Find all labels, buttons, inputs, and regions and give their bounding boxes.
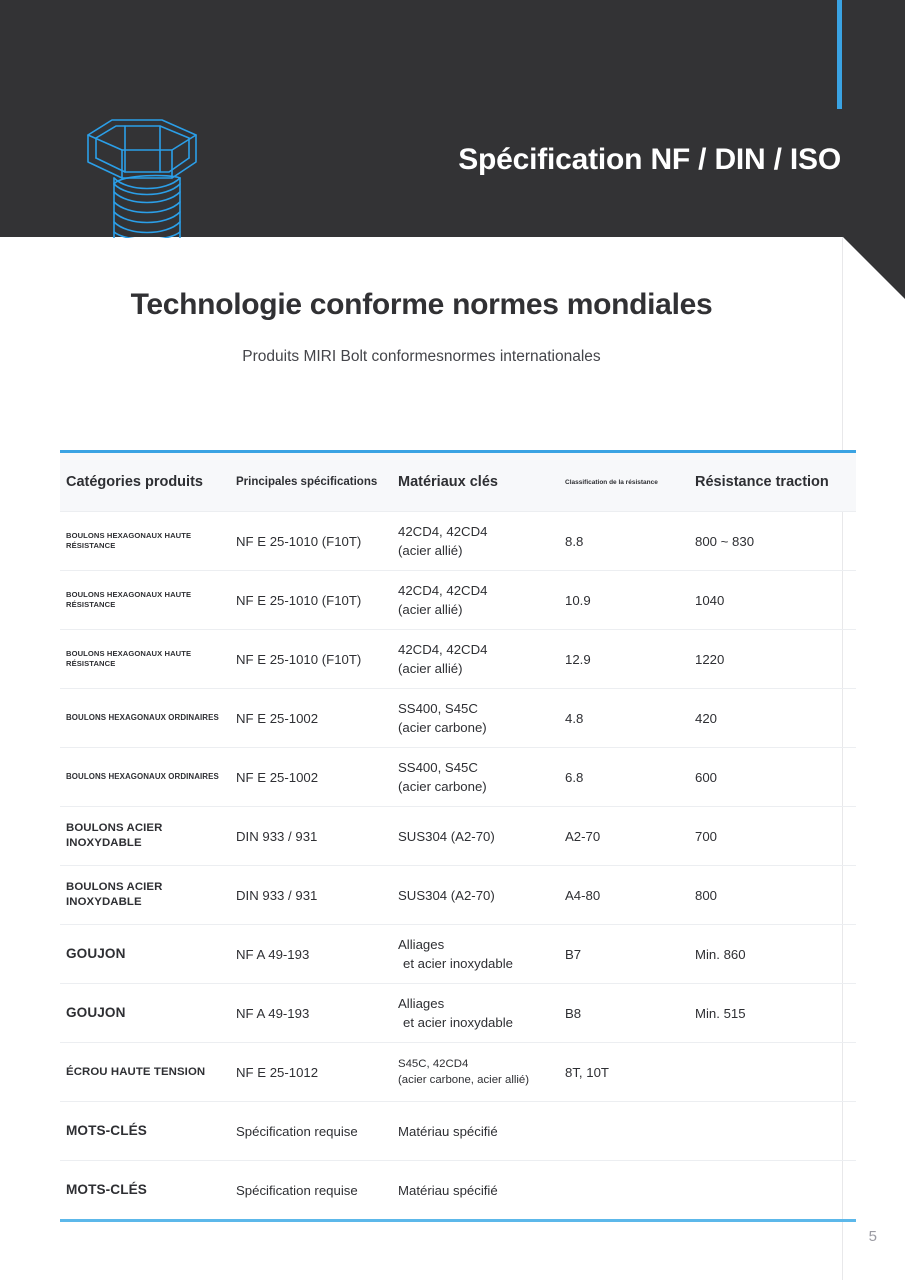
cell-material xyxy=(392,512,559,571)
column-header-tensile: Résistance traction xyxy=(689,452,856,512)
material-line-2: (acier carbone) xyxy=(398,720,487,735)
cell-classification: 4.8 xyxy=(559,689,689,748)
cell-category: BOULONS HEXAGONAUX ORDINAIRES xyxy=(60,689,230,748)
cell-material xyxy=(392,925,559,984)
cell-material xyxy=(392,984,559,1043)
cell-specification: NF A 49-193 xyxy=(230,925,392,984)
cell-tensile: 700 xyxy=(689,807,856,866)
cell-material xyxy=(392,571,559,630)
table-row xyxy=(60,748,856,807)
cell-category: BOULONS HEXAGONAUX HAUTE RÉSISTANCE xyxy=(60,630,230,689)
material-line-1: Alliages xyxy=(398,996,445,1011)
cell-category: MOTS-CLÉS xyxy=(60,1102,230,1161)
cell-classification: B7 xyxy=(559,925,689,984)
table-row xyxy=(60,984,856,1043)
cell-tensile xyxy=(689,1043,856,1102)
cell-tensile: 1040 xyxy=(689,571,856,630)
cell-category: BOULONS HEXAGONAUX HAUTE RÉSISTANCE xyxy=(60,512,230,571)
accent-line-vertical xyxy=(837,0,842,109)
page-title: Technologie conforme normes mondiales xyxy=(130,288,713,321)
cell-classification: 8T, 10T xyxy=(559,1043,689,1102)
material-line-1: Matériau spécifié xyxy=(398,1123,498,1139)
table-row xyxy=(60,630,856,689)
cell-specification: DIN 933 / 931 xyxy=(230,866,392,925)
table-row xyxy=(60,1043,856,1102)
header-title: Spécification NF / DIN / ISO xyxy=(458,143,841,176)
cell-tensile: Min. 515 xyxy=(689,984,856,1043)
cell-tensile: 420 xyxy=(689,689,856,748)
cell-classification: B8 xyxy=(559,984,689,1043)
cell-category: MOTS-CLÉS xyxy=(60,1161,230,1221)
cell-tensile: 1220 xyxy=(689,630,856,689)
cell-tensile: Min. 860 xyxy=(689,925,856,984)
cell-classification xyxy=(559,1102,689,1161)
cell-specification: NF E 25-1010 (F10T) xyxy=(230,571,392,630)
material-line-1: SUS304 (A2-70) xyxy=(398,828,495,844)
material-line-2: et acier inoxydable xyxy=(403,1015,513,1030)
table-row xyxy=(60,512,856,571)
table-row xyxy=(60,925,856,984)
material-line-2: et acier inoxydable xyxy=(403,956,513,971)
material-line-1: Alliages xyxy=(398,937,445,952)
cell-material xyxy=(392,807,559,866)
cell-category: ÉCROU HAUTE TENSION xyxy=(60,1043,230,1102)
cell-material xyxy=(392,630,559,689)
cell-tensile: 800 ~ 830 xyxy=(689,512,856,571)
material-line-1: SUS304 (A2-70) xyxy=(398,887,495,903)
cell-specification: DIN 933 / 931 xyxy=(230,807,392,866)
page-number: 5 xyxy=(868,1228,877,1245)
cell-category: BOULONS ACIER INOXYDABLE xyxy=(60,866,230,925)
column-header-materials: Matériaux clés xyxy=(392,452,559,512)
cell-material xyxy=(392,1043,559,1102)
material-line-2: (acier allié) xyxy=(398,661,463,676)
hex-bolt-wireframe-icon xyxy=(50,108,215,238)
cell-classification: 12.9 xyxy=(559,630,689,689)
column-header-categories: Catégories produits xyxy=(60,452,230,512)
cell-classification: A4-80 xyxy=(559,866,689,925)
material-line-1: SS400, S45C xyxy=(398,760,478,775)
cell-category: GOUJON xyxy=(60,925,230,984)
table-header-row xyxy=(60,452,856,512)
material-line-1: 42CD4, 42CD4 xyxy=(398,524,488,539)
cell-specification: NF E 25-1002 xyxy=(230,689,392,748)
cell-material xyxy=(392,1102,559,1161)
cell-specification: Spécification requise xyxy=(230,1102,392,1161)
table-header xyxy=(60,452,856,512)
cell-classification: 8.8 xyxy=(559,512,689,571)
specification-table xyxy=(60,450,856,1222)
cell-material xyxy=(392,748,559,807)
material-line-1: 42CD4, 42CD4 xyxy=(398,583,488,598)
table-row xyxy=(60,1102,856,1161)
cell-tensile xyxy=(689,1161,856,1221)
cell-category: BOULONS ACIER INOXYDABLE xyxy=(60,807,230,866)
cell-specification: Spécification requise xyxy=(230,1161,392,1221)
cell-classification xyxy=(559,1161,689,1221)
material-line-2: (acier allié) xyxy=(398,602,463,617)
cell-classification: A2-70 xyxy=(559,807,689,866)
column-header-classification: Classification de la résistance xyxy=(559,452,689,512)
material-line-2: (acier carbone) xyxy=(398,779,487,794)
cell-specification: NF E 25-1002 xyxy=(230,748,392,807)
material-line-1: SS400, S45C xyxy=(398,701,478,716)
cell-classification: 10.9 xyxy=(559,571,689,630)
table-row xyxy=(60,689,856,748)
table-body xyxy=(60,512,856,1221)
table-row xyxy=(60,1161,856,1221)
cell-category: GOUJON xyxy=(60,984,230,1043)
page-subtitle: Produits MIRI Bolt conformesnormes internationales xyxy=(242,348,601,365)
cell-tensile xyxy=(689,1102,856,1161)
cell-category: BOULONS HEXAGONAUX ORDINAIRES xyxy=(60,748,230,807)
cell-specification: NF E 25-1010 (F10T) xyxy=(230,512,392,571)
cell-specification: NF A 49-193 xyxy=(230,984,392,1043)
cell-classification: 6.8 xyxy=(559,748,689,807)
cell-category: BOULONS HEXAGONAUX HAUTE RÉSISTANCE xyxy=(60,571,230,630)
table-row xyxy=(60,866,856,925)
material-line-1: S45C, 42CD4 xyxy=(398,1057,469,1070)
material-line-2: (acier allié) xyxy=(398,543,463,558)
cell-material xyxy=(392,866,559,925)
material-line-2: (acier carbone, acier allié) xyxy=(398,1074,530,1086)
table-row xyxy=(60,571,856,630)
column-header-specifications: Principales spécifications xyxy=(230,452,392,512)
material-line-1: 42CD4, 42CD4 xyxy=(398,642,488,657)
cell-tensile: 600 xyxy=(689,748,856,807)
cell-specification: NF E 25-1010 (F10T) xyxy=(230,630,392,689)
cell-tensile: 800 xyxy=(689,866,856,925)
table-row xyxy=(60,807,856,866)
cell-material xyxy=(392,1161,559,1221)
cell-specification: NF E 25-1012 xyxy=(230,1043,392,1102)
cell-material xyxy=(392,689,559,748)
header-band xyxy=(0,0,905,237)
material-line-1: Matériau spécifié xyxy=(398,1182,498,1198)
